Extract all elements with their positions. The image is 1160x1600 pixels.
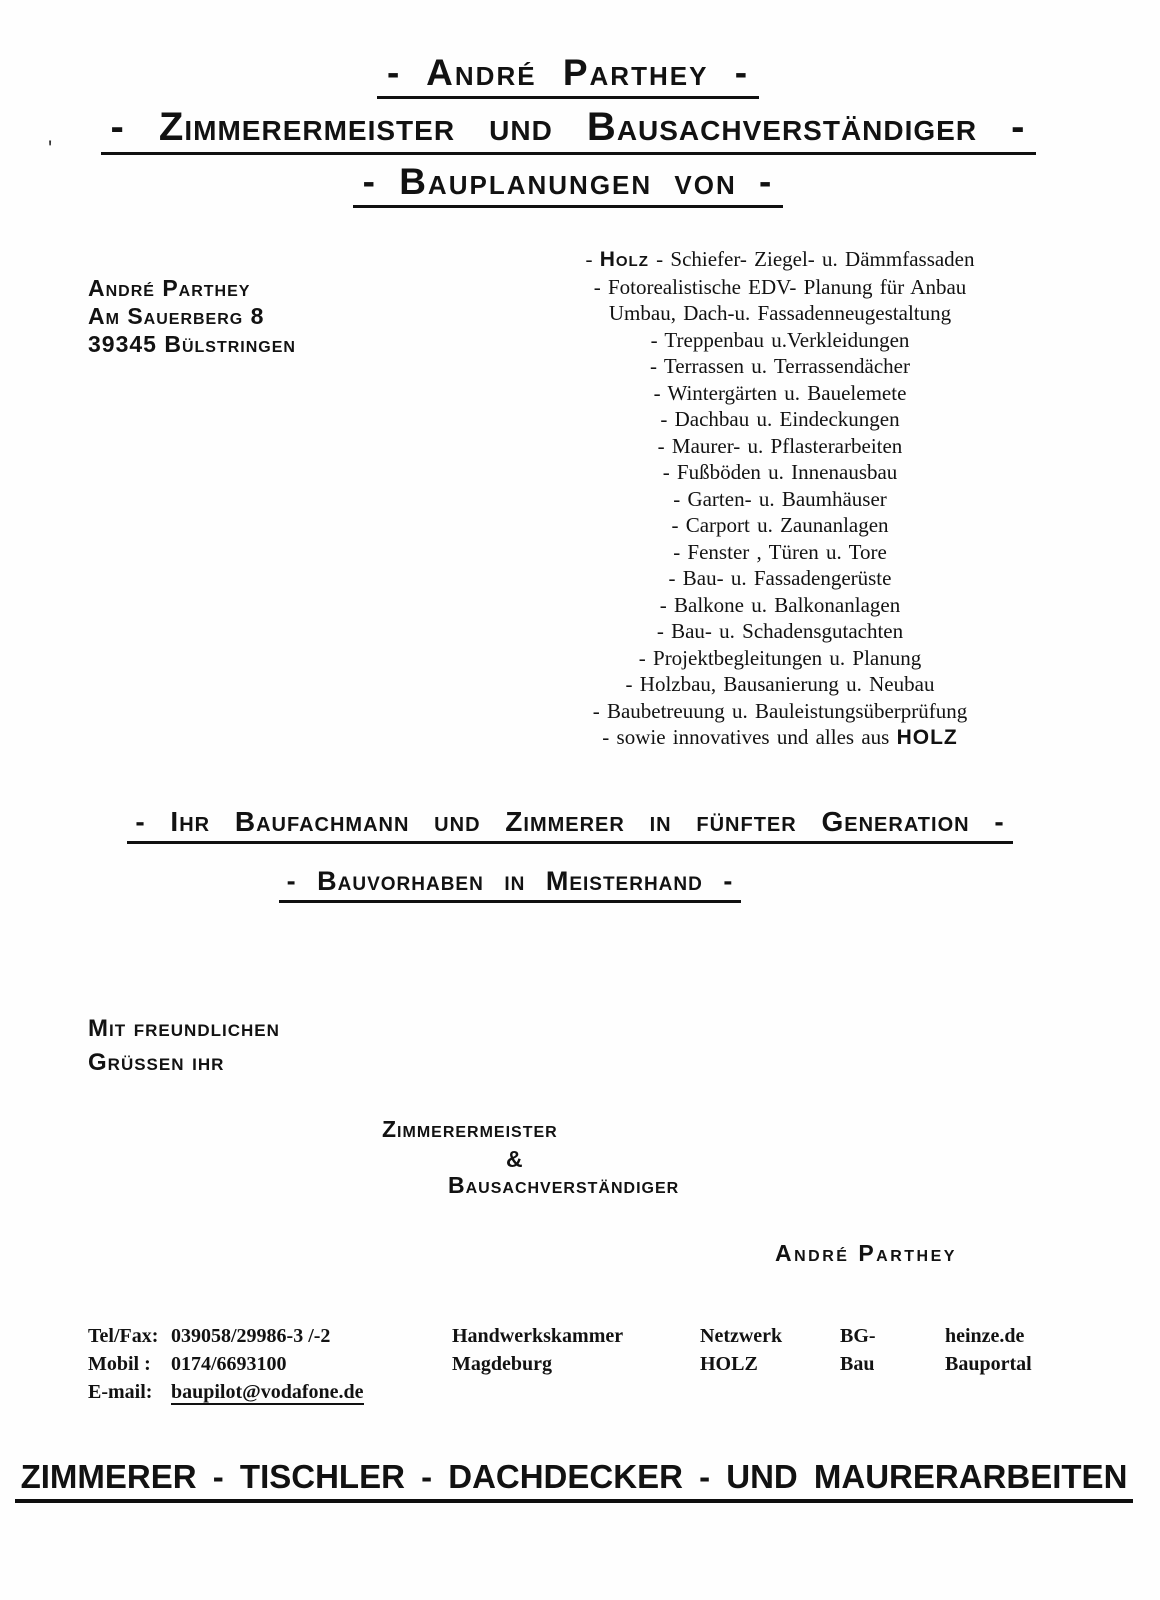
closing-line-1: Mit freundlichen <box>88 1015 280 1042</box>
contact-email-row <box>88 1378 364 1406</box>
partner-line: Bauportal <box>945 1353 1032 1375</box>
claim-meisterhand-line <box>0 866 1020 903</box>
footer-trades-line <box>0 1458 1148 1503</box>
partner-line: HOLZ <box>700 1353 758 1375</box>
telfax-label: Tel/Fax: <box>88 1325 159 1347</box>
service-item: - Fußböden u. Innenausbau <box>662 460 898 484</box>
service-item: - Holzbau, Bausanierung u. Neubau <box>625 672 935 696</box>
signature-name: André Parthey <box>775 1240 957 1266</box>
service-item-pre: - sowie innovatives und alles aus <box>602 725 897 749</box>
partner-bg-bau <box>840 1322 876 1378</box>
mobil-value: 0174/6693100 <box>171 1353 287 1375</box>
claim-meisterhand-text: - Bauvorhaben in Meisterhand - <box>279 866 742 903</box>
closing-greeting <box>88 1012 280 1080</box>
service-item-holz-fassaden <box>545 246 1015 274</box>
service-item: - Bau- u. Schadensgutachten <box>656 619 904 643</box>
partner-heinze-bauportal <box>945 1322 1032 1378</box>
service-item-sowie-holz <box>545 724 1015 752</box>
letterhead-planning-text: - Bauplanungen von - <box>353 161 784 208</box>
signature-title-zimmerermeister: Zimmerermeister <box>382 1116 558 1142</box>
telfax-value: 039058/29986-3 /-2 <box>171 1325 331 1347</box>
service-item: - Wintergärten u. Bauelemete <box>653 380 907 405</box>
partner-line: heinze.de <box>945 1325 1025 1347</box>
email-label: E-mail: <box>88 1381 153 1403</box>
scan-noise-mark: ' <box>48 136 53 161</box>
partner-line: Bau <box>840 1353 875 1375</box>
service-item: - Baubetreuung u. Bauleistungsüberprüfung <box>592 698 968 723</box>
services-list <box>545 246 1015 752</box>
footer-trades-text: ZIMMERER - TISCHLER - DACHDECKER - UND MAURERARBEITEN <box>15 1458 1134 1503</box>
contact-phone-block <box>88 1322 364 1406</box>
signature-title-ampersand: & <box>506 1146 524 1172</box>
service-item: - Balkone u. Balkonanlagen <box>659 592 901 617</box>
partner-line: Netzwerk <box>700 1325 783 1347</box>
partner-line: BG- <box>840 1325 876 1347</box>
partner-line: Handwerkskammer <box>452 1325 624 1347</box>
service-item: - Carport u. Zaunanlagen <box>671 513 889 537</box>
contact-mobil-row <box>88 1350 364 1378</box>
service-item: - Fotorealistische EDV- Planung für Anbau <box>593 274 967 299</box>
letterhead <box>0 52 1136 214</box>
partner-handwerkskammer <box>452 1322 623 1378</box>
closing-line-2: Grüssen ihr <box>88 1049 225 1076</box>
claim-generation-text: - Ihr Baufachmann und Zimmerer in fünfter Generation - <box>127 806 1012 844</box>
mobil-label: Mobil : <box>88 1353 151 1375</box>
letterhead-profession-text: - Zimmerermeister und Bausachverständiger - <box>101 105 1036 155</box>
service-item: - Terrassen u. Terrassendächer <box>650 354 910 378</box>
partner-netzwerk-holz <box>700 1322 782 1378</box>
partner-line: Magdeburg <box>452 1353 552 1375</box>
letterhead-name-line <box>0 52 1136 99</box>
sender-street: Am Sauerberg 8 <box>88 303 265 329</box>
sender-name: André Parthey <box>88 275 251 301</box>
dash: - <box>585 247 600 271</box>
holz-bold-word: HOLZ <box>896 726 958 749</box>
service-item-rest: - Schiefer- Ziegel- u. Dämmfassaden <box>648 247 975 271</box>
letterhead-planning-line <box>0 161 1136 208</box>
service-item: - Dachbau u. Eindeckungen <box>660 407 900 431</box>
service-item: - Maurer- u. Pflasterarbeiten <box>657 433 903 458</box>
contact-telfax-row <box>88 1322 364 1350</box>
service-item: Umbau, Dach-u. Fassadenneugestaltung <box>608 301 952 325</box>
service-item: - Fenster , Türen u. Tore <box>673 539 887 564</box>
letterhead-name-text: - André Parthey - <box>377 52 759 99</box>
letterhead-profession-line <box>0 105 1136 155</box>
signature-title-bausachverstaendiger: Bausachverständiger <box>448 1172 680 1198</box>
service-item: - Projektbegleitungen u. Planung <box>638 645 922 670</box>
claim-generation-line <box>0 806 1140 844</box>
service-item: - Bau- u. Fassadengerüste <box>668 566 892 590</box>
email-address: baupilot@vodafone.de <box>171 1381 364 1403</box>
sender-address-block <box>88 274 296 358</box>
holz-bold-word: Holz <box>599 248 649 271</box>
service-item: - Treppenbau u.Verkleidungen <box>650 327 910 352</box>
service-item: - Garten- u. Baumhäuser <box>673 486 887 511</box>
sender-city: 39345 Bülstringen <box>88 331 296 357</box>
